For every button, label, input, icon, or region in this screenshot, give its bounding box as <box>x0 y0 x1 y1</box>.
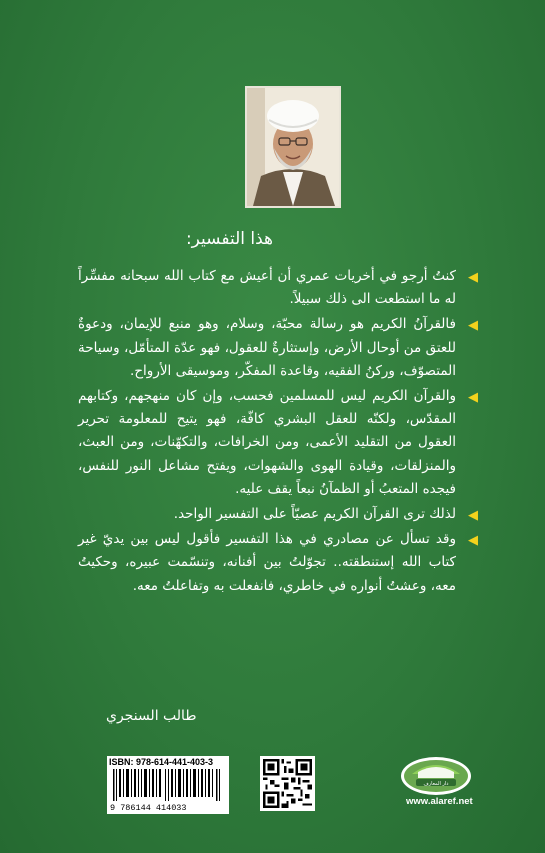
paragraph <box>78 385 478 501</box>
paragraph-text: فالقرآنُ الكريم هو رسالة محبّة، وسلام، وهو منبع للإيمان، ودعوةٌ للعتق من أوحال الأرض، وإستثارةٌ للعقول، فهو عدّة المتأمّل، وسياحة المتصوّف، وركنُ الفقيه، وقاعدة المفكّر، وموسيقى الأرواح. <box>78 316 456 379</box>
paragraph <box>78 265 478 311</box>
paragraph <box>78 503 478 526</box>
isbn-text: ISBN: 978-614-441-403-3 <box>109 757 214 767</box>
publisher-url[interactable]: www.alaref.net <box>406 796 473 807</box>
paragraph <box>78 528 478 598</box>
bullet-triangle-icon: ◀ <box>468 318 478 334</box>
author-name: طالب السنجري <box>106 708 197 724</box>
isbn-barcode <box>107 756 229 814</box>
svg-text:دار المعارف: دار المعارف <box>423 781 449 787</box>
qr-code[interactable] <box>260 756 315 811</box>
body-text <box>78 265 478 600</box>
barcode-number: 9 786144 414033 <box>110 803 187 813</box>
paragraph-text: والقرآن الكريم ليس للمسلمين فحسب، وإن كان منهجهم، وكتابهم المقدّس، ولكنّه للعقل البشري كافّة، فهو يتيح للمعلومة تحرير العقول من التقليد الأعمى، ومن الخرافات، والتكهّنات، ومن العبث، والمنزلقات، وقيادة الهوى والشهوات، ويفتح مشاعل النور للنفس، فيجده المتعبُ أو الظمآنُ نبعاً يقف عليه. <box>78 388 456 497</box>
bullet-triangle-icon: ◀ <box>468 390 478 406</box>
section-heading: هذا التفسير: <box>185 229 273 249</box>
bullet-triangle-icon: ◀ <box>468 533 478 549</box>
paragraph-text: لذلك ترى القرآن الكريم عصيّاً على التفسير الواحد. <box>173 506 456 523</box>
paragraph-text: كنتُ أرجو في أخريات عمري أن أعيش مع كتاب الله سبحانه مفسِّراً له ما استطعت الى ذلك سبيلاً. <box>78 268 456 308</box>
bullet-triangle-icon: ◀ <box>468 508 478 524</box>
paragraph-text: وقد تسأل عن مصادري في هذا التفسير فأقول ليس بين يديّ غير كتاب الله إستنطقته.. تجوّلتُ بين أفنانه، وتنسّمت عبيره، وحكيتُ معه، وعشتُ أنواره في خاطري، فانفعلت به وتفاعلتُ معه. <box>78 531 456 594</box>
barcode-bars <box>113 769 223 801</box>
author-portrait <box>245 86 341 208</box>
paragraph <box>78 313 478 383</box>
bullet-triangle-icon: ◀ <box>468 270 478 285</box>
